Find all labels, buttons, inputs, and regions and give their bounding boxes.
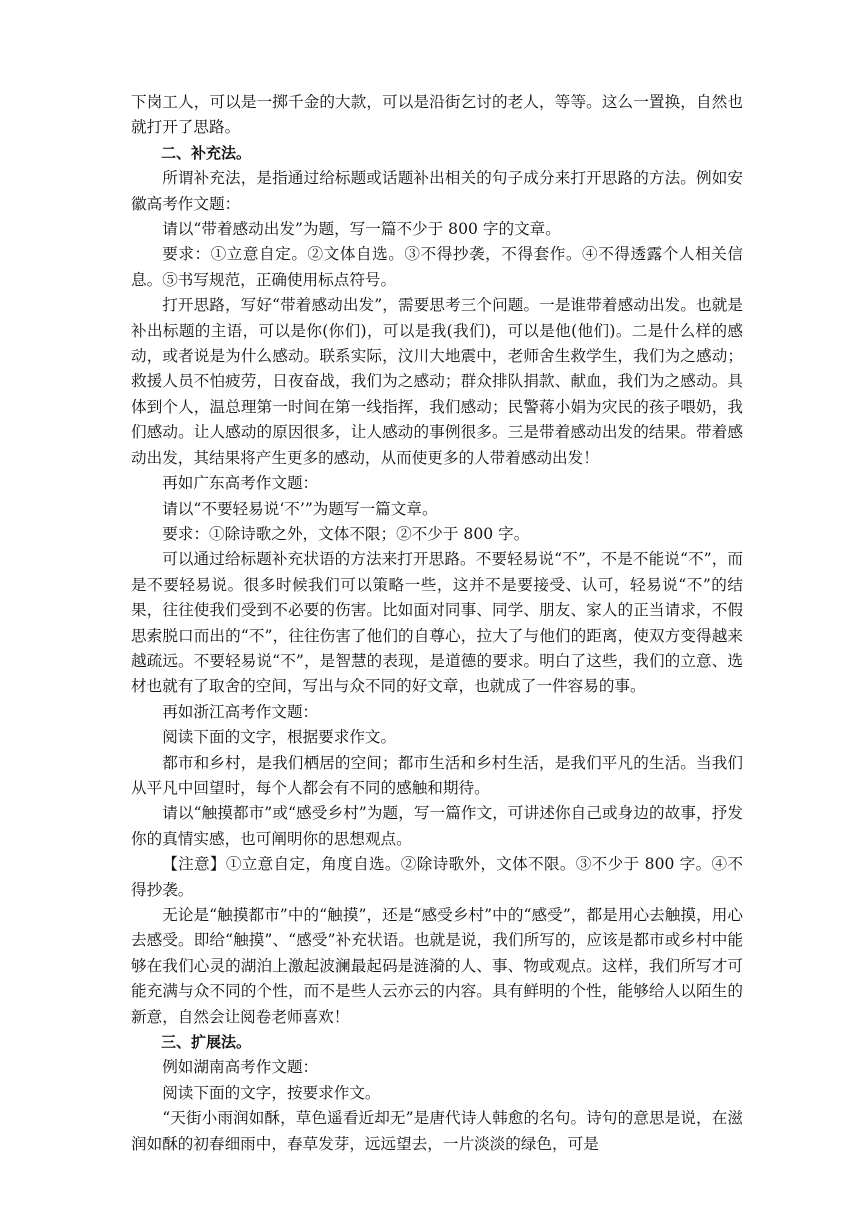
body-paragraph: 请以“不要轻易说‘不’”为题写一篇文章。	[162, 499, 438, 518]
section-heading: 三、扩展法。	[161, 1033, 252, 1052]
body-paragraph: 可以通过给标题补充状语的方法来打开思路。不要轻易说“不”，不是不能说“不”，而是不要轻易说。很多时候我们可以策略一些，这并不是要接受、认可，轻易说“不”的结果，往往使我们受到不必要的伤害。比如面对同事、同学、朋友、家人的正当请求，不假思索脱口而出的“不”，往往伤害了他们的自尊心，拉大了与他们的距离，使双方变得越来越疏远。不要轻易说“不”，是智慧的表现，是道德的要求。明白了这些，我们的立意、选材也就有了取舍的空间，写出与众不同的好文章，也就成了一件容易的事。	[131, 550, 743, 696]
body-paragraph: 再如浙江高考作文题：	[162, 702, 319, 721]
body-paragraph: 无论是“触摸都市”中的“触摸”，还是“感受乡村”中的“感受”，都是用心去触摸，用心去感受。即给“触摸”、“感受”补充状语。也就是说，我们所写的，应该是都市或乡村中能够在我们心灵的湖泊上激起波澜最起码是涟漪的人、事、物或观点。这样，我们所写才可能充满与众不同的个性，而不是些人云亦云的内容。具有鲜明的个性，能够给人以陌生的新意，自然会让阅卷老师喜欢！	[131, 906, 743, 1026]
body-paragraph: 阅读下面的文字，按要求作文。	[162, 1083, 381, 1102]
body-paragraph: 例如湖南高考作文题：	[162, 1058, 319, 1077]
document-page	[131, 90, 743, 1157]
body-paragraph: 再如广东高考作文题：	[162, 474, 319, 493]
section-heading: 二、补充法。	[161, 143, 252, 162]
body-paragraph: 要求：①立意自定。②文体自选。③不得抄袭，不得套作。④不得透露个人相关信息。⑤书写规范，正确使用标点符号。	[131, 245, 743, 289]
body-paragraph: 请以“触摸都市”或“感受乡村”为题，写一篇作文，可讲述你自己或身边的故事，抒发你的真情实感，也可阐明你的思想观点。	[131, 804, 743, 848]
body-paragraph: 下岗工人，可以是一掷千金的大款，可以是沿街乞讨的老人，等等。这么一置换，自然也就打开了思路。	[131, 93, 743, 137]
body-paragraph: 打开思路，写好“带着感动出发”，需要思考三个问题。一是谁带着感动出发。也就是补出标题的主语，可以是你(你们)，可以是我(我们)，可以是他(他们)。二是什么样的感动，或者说是为什么感动。联系实际，汶川大地震中，老师舍生救学生，我们为之感动；救援人员不怕疲劳，日夜奋战，我们为之感动；群众排队捐款、献血，我们为之感动。具体到个人，温总理第一时间在第一线指挥，我们感动；民警蒋小娟为灾民的孩子喂奶，我们感动。让人感动的原因很多，让人感动的事例很多。三是带着感动出发的结果。带着感动出发，其结果将产生更多的感动，从而使更多的人带着感动出发！	[131, 296, 743, 467]
body-paragraph: 【注意】①立意自定，角度自选。②除诗歌外，文体不限。③不少于 800 字。④不得抄袭。	[131, 855, 743, 899]
body-paragraph: 请以“带着感动出发”为题，写一篇不少于 800 字的文章。	[162, 220, 561, 239]
body-paragraph: 所谓补充法，是指通过给标题或话题补出相关的句子成分来打开思路的方法。例如安徽高考作文题：	[131, 169, 743, 213]
body-paragraph: “天街小雨润如酥，草色遥看近却无”是唐代诗人韩愈的名句。诗句的意思是说，在滋润如酥的初春细雨中，春草发芽，远远望去，一片淡淡的绿色，可是	[131, 1109, 743, 1153]
body-paragraph: 要求：①除诗歌之外，文体不限；②不少于 800 字。	[162, 524, 530, 543]
body-paragraph: 都市和乡村，是我们栖居的空间；都市生活和乡村生活，是我们平凡的生活。当我们从平凡中回望时，每个人都会有不同的感触和期待。	[131, 753, 743, 797]
body-paragraph: 阅读下面的文字，根据要求作文。	[162, 728, 397, 747]
